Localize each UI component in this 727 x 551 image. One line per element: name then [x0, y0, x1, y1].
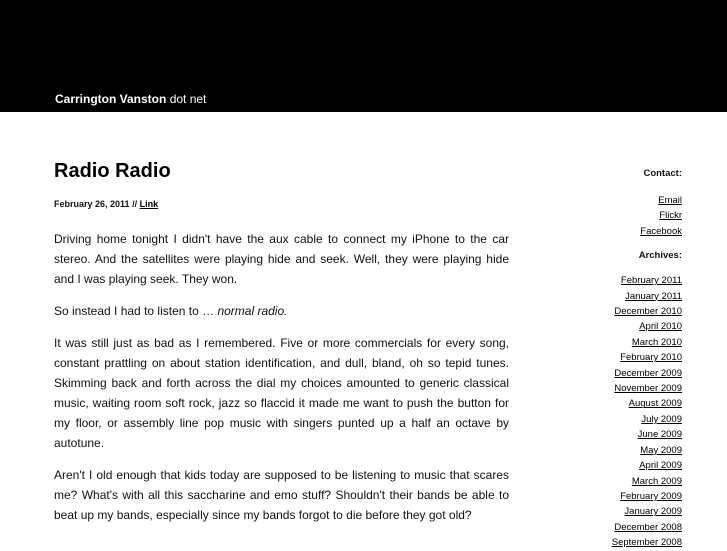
archive-link[interactable]: January 2011 — [625, 290, 682, 302]
post-paragraph-4: Aren't I old enough that kids today are supposed to be listening to music that scares me? What's with all this saccharine and emo stuff? Shouldn't their bands be able to beat up my bands, especially since my bands forgot to die before they got old? — [54, 468, 509, 522]
archive-item — [542, 304, 682, 319]
archive-item — [542, 366, 682, 381]
meta-separator: // — [132, 199, 138, 209]
archives-heading: Archives: — [638, 250, 682, 262]
archive-item — [542, 319, 682, 334]
post-title[interactable]: Radio Radio — [54, 160, 171, 182]
archive-item — [542, 381, 682, 396]
paragraph-2-text: So instead I had to listen to … — [54, 304, 215, 318]
archive-item — [542, 489, 682, 504]
site-title[interactable] — [55, 92, 206, 106]
archive-item — [542, 273, 682, 288]
contact-heading: Contact: — [643, 168, 682, 179]
post-meta — [54, 198, 509, 210]
archive-link[interactable]: March 2010 — [631, 336, 682, 348]
post-date: February 26, 2011 — [54, 199, 130, 209]
archive-link[interactable]: May 2009 — [640, 444, 682, 456]
contact-item — [542, 208, 682, 223]
archive-item — [542, 504, 682, 519]
archive-item — [542, 335, 682, 350]
archive-item — [542, 535, 682, 550]
archive-item — [542, 396, 682, 411]
archive-link[interactable]: February 2011 — [620, 275, 682, 287]
archive-link[interactable]: February 2009 — [620, 490, 682, 502]
archive-link[interactable]: August 2009 — [628, 398, 682, 410]
archive-link[interactable]: November 2009 — [614, 383, 682, 395]
archive-link[interactable]: December 2009 — [614, 367, 682, 379]
site-suffix[interactable]: dot net — [169, 92, 207, 106]
archive-link[interactable]: April 2010 — [639, 321, 682, 333]
post-body — [54, 229, 509, 525]
sidebar — [542, 168, 682, 551]
archive-item — [542, 427, 682, 442]
archive-link[interactable]: February 2010 — [620, 352, 682, 364]
archive-link[interactable]: September 2008 — [611, 537, 682, 549]
paragraph-2-emphasis: normal radio. — [217, 304, 288, 318]
archive-link[interactable]: December 2008 — [614, 521, 682, 533]
archive-link[interactable]: January 2009 — [624, 506, 682, 518]
archive-item — [542, 458, 682, 473]
archive-item — [542, 289, 682, 304]
contact-list — [542, 193, 682, 239]
site-header — [0, 0, 727, 112]
archive-item — [542, 350, 682, 365]
contact-link[interactable]: Flickr — [659, 210, 682, 222]
contact-item — [542, 224, 682, 239]
archive-item — [542, 443, 682, 458]
archive-link[interactable]: June 2009 — [637, 429, 682, 441]
post-paragraph-1: Driving home tonight I didn't have the aux cable to connect my iPhone to the car stereo. And the satellites were playing hide and seek. Well, they were playing hide and I was playing seek. They won. — [54, 232, 509, 286]
contact-link[interactable]: Facebook — [640, 225, 682, 237]
archive-link[interactable]: April 2009 — [639, 460, 682, 472]
contact-item — [542, 193, 682, 208]
contact-link[interactable]: Email — [658, 195, 682, 206]
archive-link[interactable]: July 2009 — [641, 413, 682, 425]
blog-post — [54, 159, 509, 537]
archive-list — [542, 273, 682, 550]
archive-item — [542, 474, 682, 489]
archive-item — [542, 520, 682, 535]
post-paragraph-3: It was still just as bad as I remembered. Five or more commercials for every song, constant prattling on about station identification, and dull, bland, oh so tepid tunes. Skimming back and forth across the dial my choices amounted to generic classical music, waiting room soft rock, jazz so flaccid it made me want to push the button for my floor, or assembly line pop music with singers punted up a half an octave by autotune. — [54, 336, 509, 450]
archive-link[interactable]: March 2009 — [631, 475, 682, 487]
site-name[interactable]: Carrington Vanston — [55, 92, 167, 106]
archive-item — [542, 412, 682, 427]
post-paragraph-2 — [54, 301, 509, 321]
archive-link[interactable]: December 2010 — [614, 306, 682, 318]
permalink-link[interactable]: Link — [139, 199, 159, 209]
